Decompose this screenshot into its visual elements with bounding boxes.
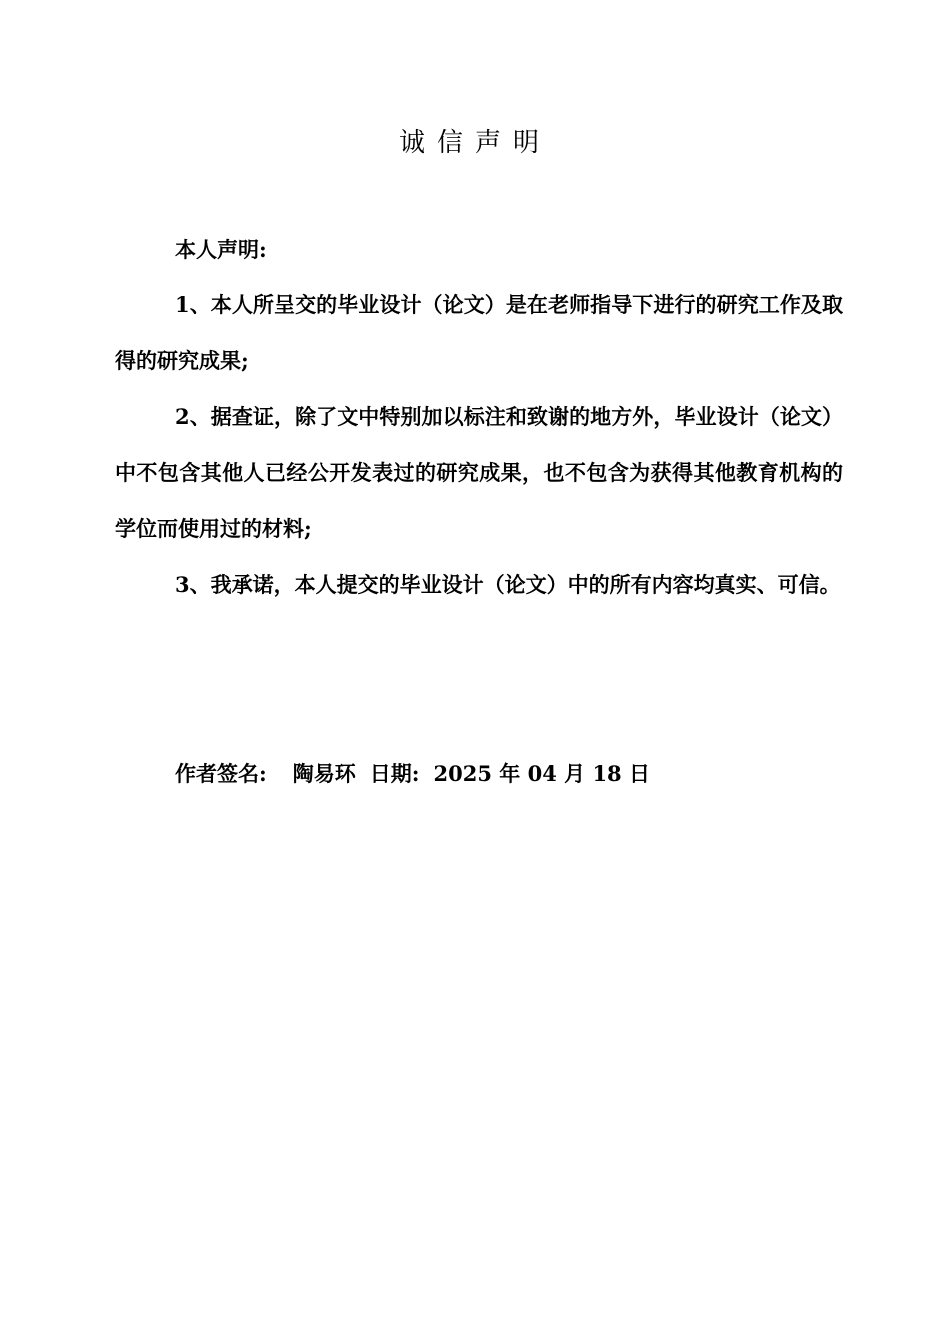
declaration-item-1 — [115, 277, 843, 389]
declaration-item-3-text: 3、我承诺，本人提交的毕业设计（论文）中的所有内容均真实、可信。 — [175, 572, 841, 597]
author-signature-label: 作者签名: — [175, 761, 267, 786]
declaration-intro: 本人声明: — [175, 237, 267, 262]
date-value: 2025 年 04 月 18 日 — [433, 761, 650, 786]
signature-line — [175, 746, 650, 802]
page-title: 诚信声明 — [398, 128, 551, 158]
declaration-item-3 — [115, 557, 843, 613]
declaration-item-2-text: 2、据查证，除了文中特别加以标注和致谢的地方外，毕业设计（论文）中不包含其他人已经公开发表过的研究成果，也不包含为获得其他教育机构的学位而使用过的材料; — [115, 404, 843, 541]
author-signature-name: 陶易环 — [292, 761, 356, 786]
declaration-item-2 — [115, 389, 843, 557]
date-label: 日期: — [369, 761, 420, 786]
declaration-item-1-text: 1、本人所呈交的毕业设计（论文）是在老师指导下进行的研究工作及取得的研究成果; — [115, 292, 843, 373]
